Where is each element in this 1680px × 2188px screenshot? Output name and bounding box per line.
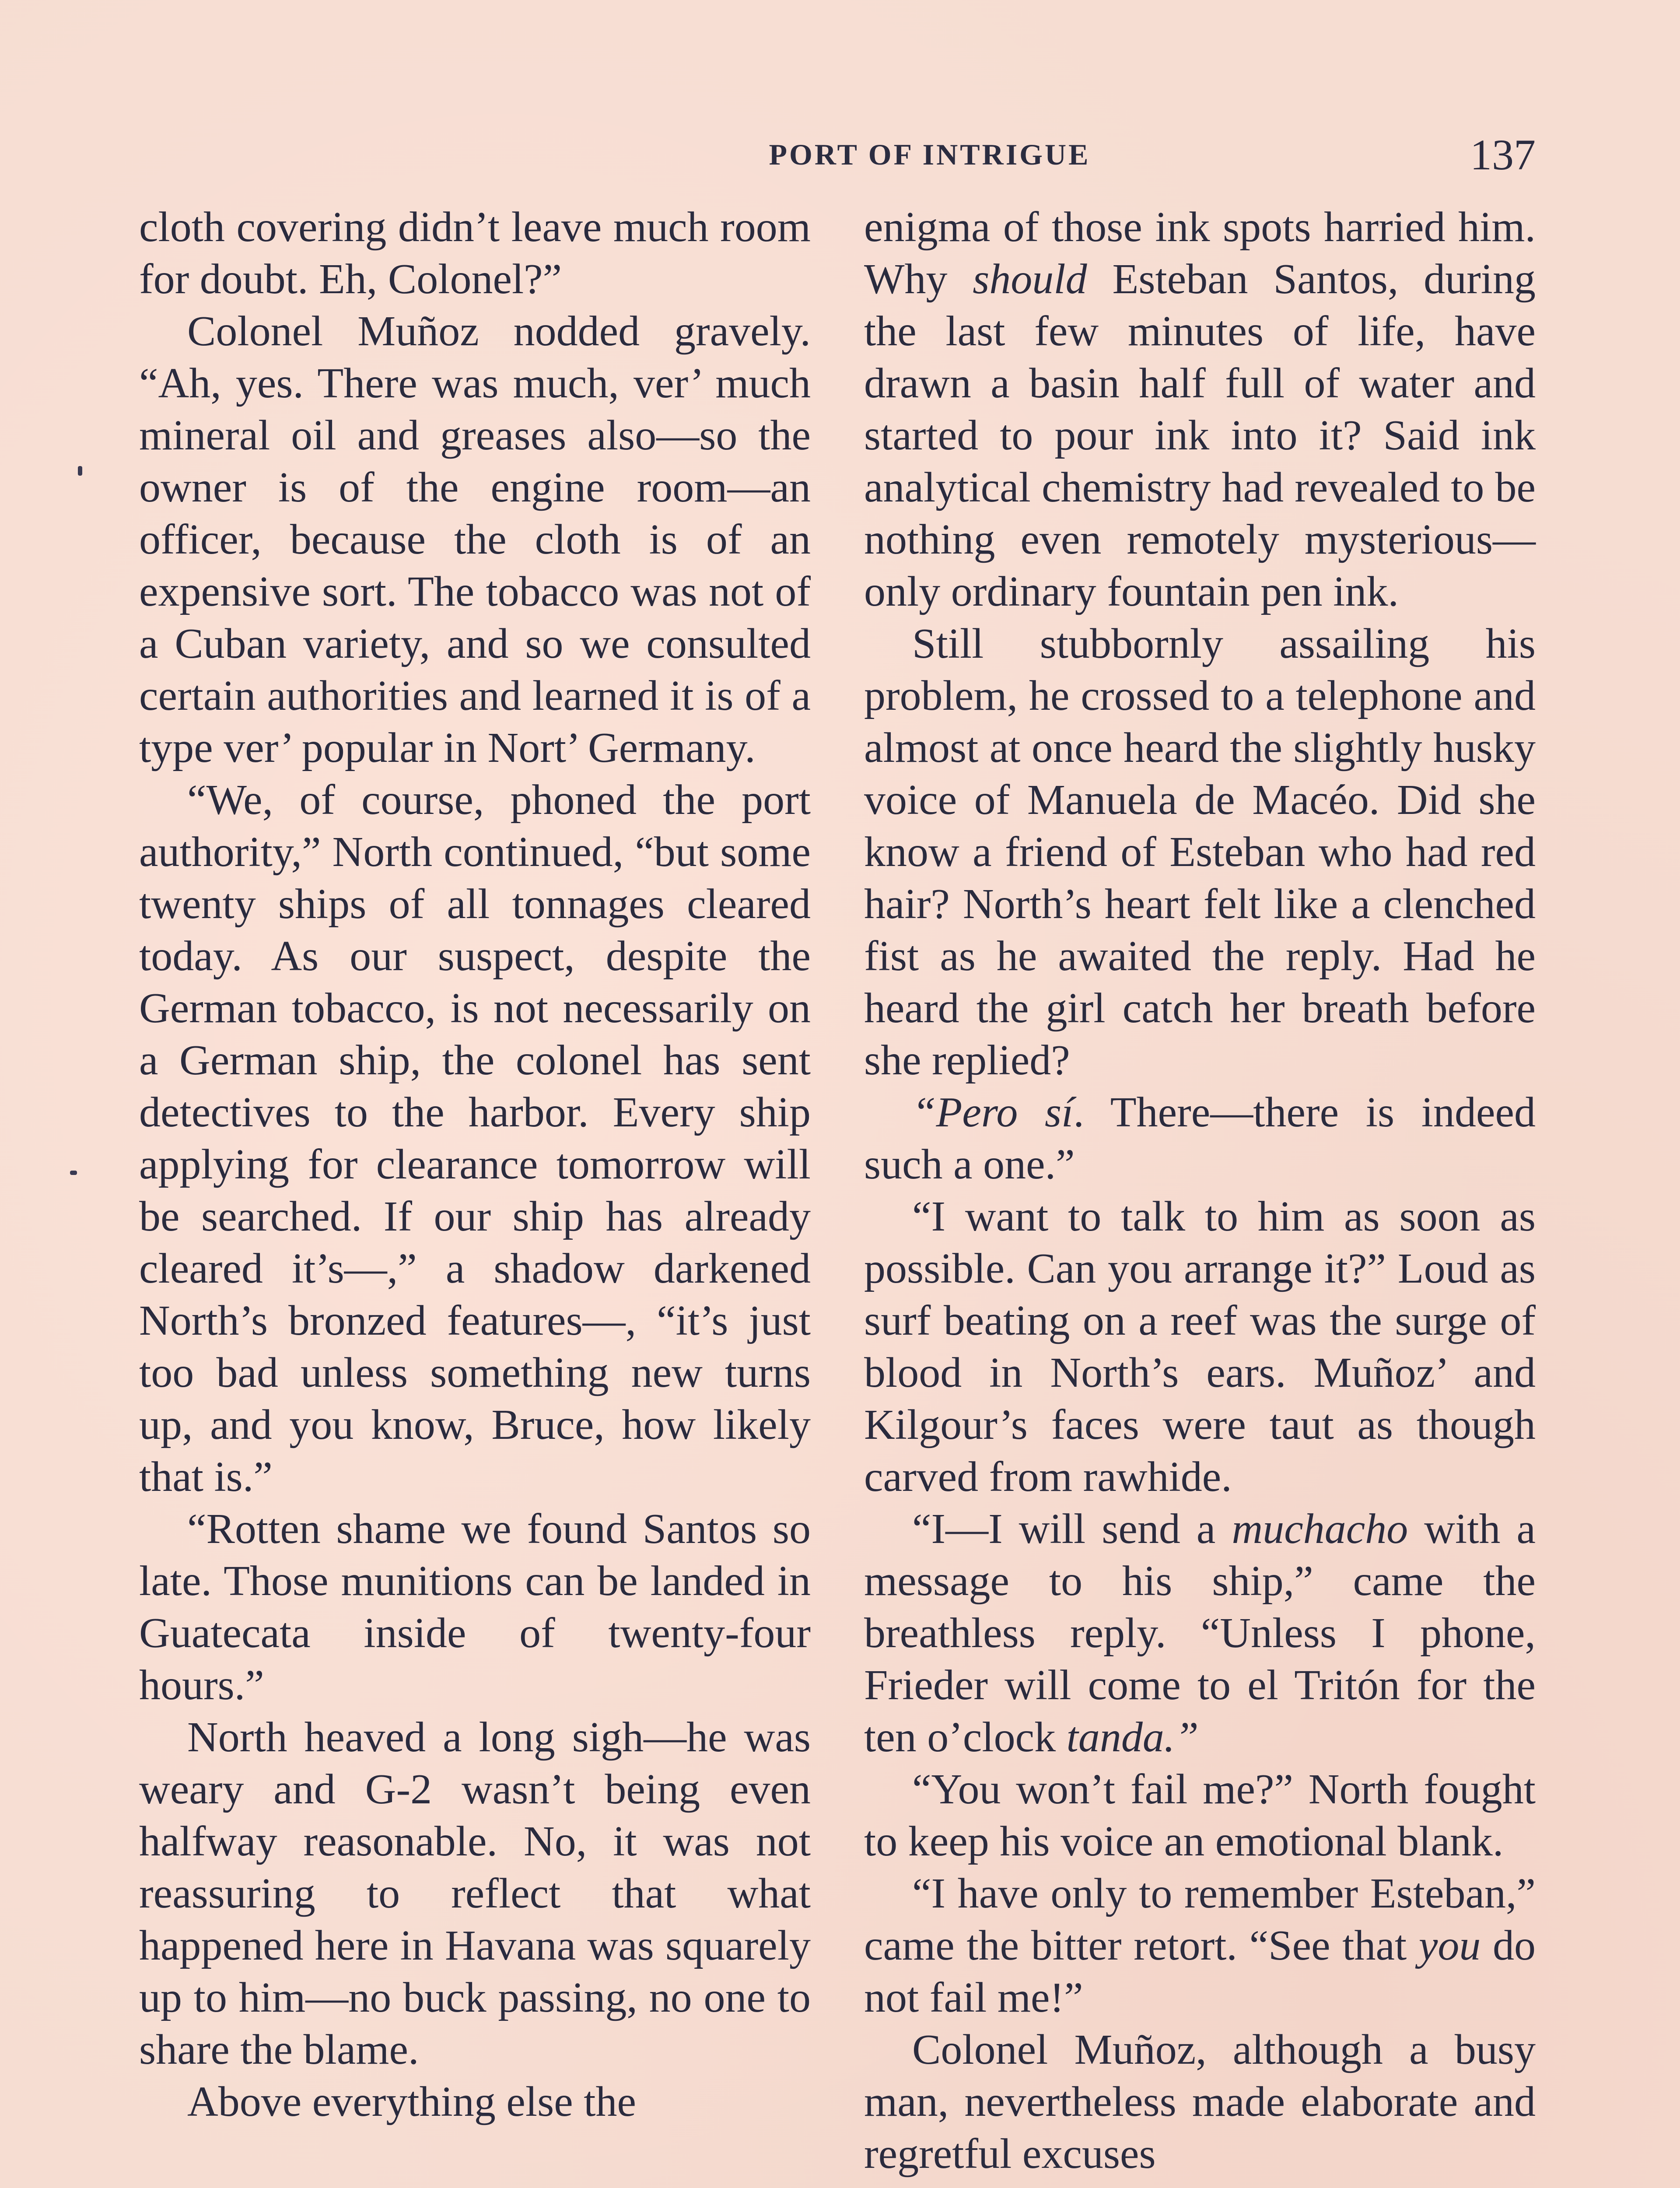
paragraph [864,201,1536,618]
running-title: PORT OF INTRIGUE [769,138,1091,171]
paragraph: “We, of course, phoned the port authority,” North continued, “but some twenty ships of all tonnages cleared today. As our suspect, despite the German tobacco, is not necessarily on a German ship, the colonel has sent detectives to the harbor. Every ship applying for clearance tomorrow will be searched. If our ship has already cleared it’s—,” a shadow darkened North’s bronzed features—, “it’s just too bad unless something new turns up, and you know, Bruce, how likely that is.” [139,776,811,1501]
emphasis: you [1418,1922,1481,1969]
left-text-column [139,201,811,2128]
emphasis: tanda.” [1066,1714,1199,1761]
emphasis: “Pero sí [912,1089,1074,1136]
text-run: do not fail me!” [864,1922,1536,2021]
print-speck [70,1171,77,1175]
text-run: Esteban Santos, during the last few minutes of life, have drawn a basin half full of water and started to pour ink into it? Said ink analytical chemistry had revealed to be nothing even remotely mysterious—only ordinary fountain pen ink. [864,256,1536,615]
right-text-column [864,201,1536,2180]
page-number: 137 [1470,130,1536,179]
paragraph [864,1087,1536,1191]
paragraph: Colonel Muñoz nodded gravely. “Ah, yes. There was much, ver’ much mineral oil and greases also—so the owner is of the engine room—an officer, because the cloth is of an expensive sort. The tobacco was not of a Cuban variety, and so we consulted certain authorities and learned it is of a type ver’ popular in Nort’ Germany. [139,308,811,771]
paragraph: North heaved a long sigh—he was weary and G-2 wasn’t being even halfway reasonable. No, it was not reassuring to reflect that what happened here in Havana was squarely up to him—no buck passing, no one to share the blame. [139,1714,811,2073]
paragraph [864,1503,1536,1764]
paragraph [864,1868,1536,2024]
paragraph: “Rotten shame we found Santos so late. Those munitions can be landed in Guatecata inside of twenty-four hours.” [139,1505,811,1709]
paragraph: Colonel Muñoz, although a busy man, nevertheless made elaborate and regretful excuses [864,2026,1536,2177]
text-run: with a message to his ship,” came the breathless reply. “Unless I phone, Frieder will come to el Tritón for the ten o’clock [864,1505,1536,1761]
print-speck [78,466,82,476]
emphasis: should [973,256,1087,303]
text-run: enigma of those ink spots harried him. Why [864,203,1536,303]
paragraph: cloth covering didn’t leave much room for doubt. Eh, Colonel?” [139,203,811,303]
emphasis: muchacho [1232,1505,1408,1553]
paragraph: “I want to talk to him as soon as possible. Can you arrange it?” Loud as surf beating on a reef was the surge of blood in North’s ears. Muñoz’ and Kilgour’s faces were taut as though carved from rawhide. [864,1193,1536,1501]
text-run: “I—I will send a [912,1505,1232,1553]
paragraph: Above everything else the [187,2078,636,2125]
page-header [144,130,1536,186]
paragraph: “You won’t fail me?” North fought to keep his voice an emotional blank. [864,1766,1536,1865]
paragraph: Still stubbornly assailing his problem, he crossed to a telephone and almost at once heard the slightly husky voice of Manuela de Macéo. Did she know a friend of Esteban who had red hair? North’s heart felt like a clenched fist as he awaited the reply. Had he heard the girl catch her breath before she replied? [864,620,1536,1084]
text-run: . There—there is indeed such a one.” [864,1089,1536,1188]
text-run: “I have only to remember Esteban,” came the bitter retort. “See that [864,1870,1536,1969]
